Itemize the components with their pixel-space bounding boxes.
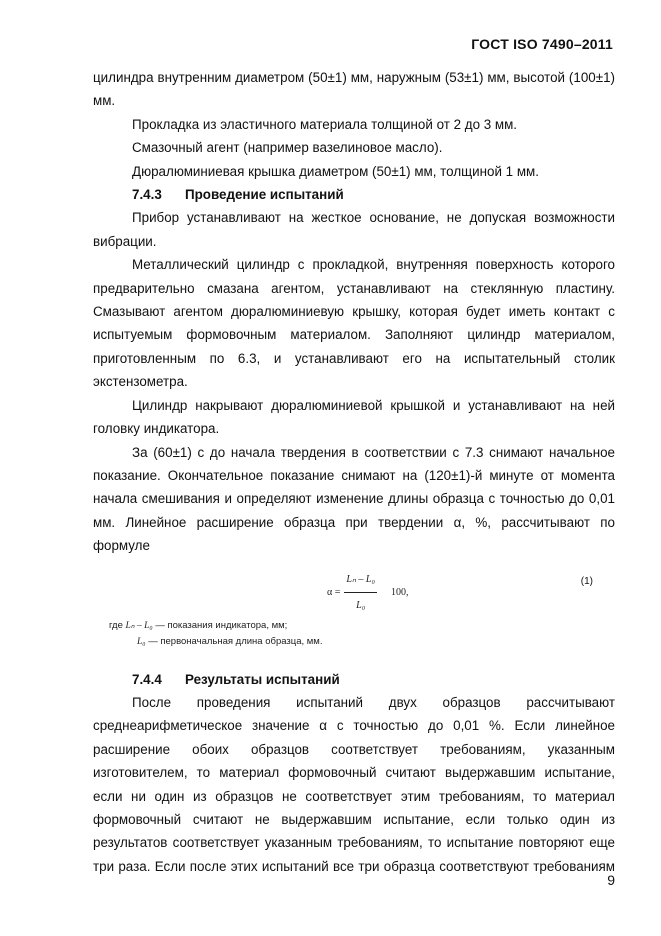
page-number: 9	[607, 872, 615, 888]
paragraph: Прибор устанавливают на жесткое основание, не допуская возможности вибрации.	[93, 210, 615, 249]
standard-header: ГОСТ ISO 7490–2011	[471, 36, 613, 52]
formula-fraction	[344, 568, 377, 618]
formula-denominator: L₀	[356, 599, 366, 611]
formula	[327, 568, 408, 618]
paragraph: Смазочный агент (например вазелиновое масло).	[132, 140, 443, 156]
formula-numerator: Lₙ – L₀	[344, 568, 377, 593]
formula-legend	[93, 618, 615, 650]
legend-symbol: Lₙ – L₀	[125, 620, 153, 631]
equation-number: (1)	[580, 575, 593, 587]
paragraph: Металлический цилиндр с прокладкой, внутренняя поверхность которого предварительно смазана агентом, устанавливают на стеклянную пластину. Смазывают агентом дюралюминиевую крышку, которая будет иметь контакт с испытуемым формовочным материалом. Заполняют цилиндр материалом, приготовленным по 6.3, и устанавливают его на испытательный столик экстензометра.	[93, 257, 615, 390]
document-body	[93, 66, 615, 878]
formula-block	[93, 558, 615, 618]
paragraph: цилиндра внутренним диаметром (50±1) мм, наружным (53±1) мм, высотой (100±1) мм.	[93, 70, 615, 109]
legend-line: где Lₙ – L₀ — показания индикатора, мм;	[109, 619, 288, 631]
paragraph: За (60±1) с до начала твердения в соответствии с 7.3 снимают начальное показание. Окончательное показание снимают на (120±1)-й минуте от момента начала смешивания и определяют изменение длины образца с точностью до 0,01 мм. Линейное расширение образца при твердении α, %, рассчитывают по формуле	[93, 444, 615, 554]
section-number: 7.4.4	[132, 671, 162, 687]
paragraph: Дюралюминиевая крышка диаметром (50±1) мм, толщиной 1 мм.	[132, 163, 539, 179]
paragraph: Прокладка из эластичного материала толщиной от 2 до 3 мм.	[132, 116, 518, 132]
section-heading	[93, 668, 615, 691]
formula-lhs: α =	[327, 586, 341, 598]
legend-symbol: L₀	[137, 636, 146, 647]
section-title: Результаты испытаний	[185, 671, 340, 687]
section-heading	[93, 183, 615, 206]
paragraph: После проведения испытаний двух образцов рассчитывают среднеарифметическое значение α с точностью до 0,01 %. Если линейное расширение обоих образцов соответствует требованиям, указанным изготовителем, то материал формовочный считают выдержавшим испытание, если ни один из образцов не соответствует этим требованиям, то материал формовочный считают не выдержавшим испытание, если только один из результатов соответствует указанным требованиям, то испытание повторяют еще три раза. Если после этих испытаний все три образца соответствуют требованиям	[93, 694, 615, 874]
formula-multiplier: 100,	[390, 586, 409, 598]
paragraph: Цилиндр накрывают дюралюминиевой крышкой и устанавливают на ней головку индикатора.	[93, 397, 615, 437]
section-title: Проведение испытаний	[185, 187, 344, 203]
section-number: 7.4.3	[132, 187, 162, 203]
legend-line: L₀ — первоначальная длина образца, мм.	[137, 635, 323, 647]
